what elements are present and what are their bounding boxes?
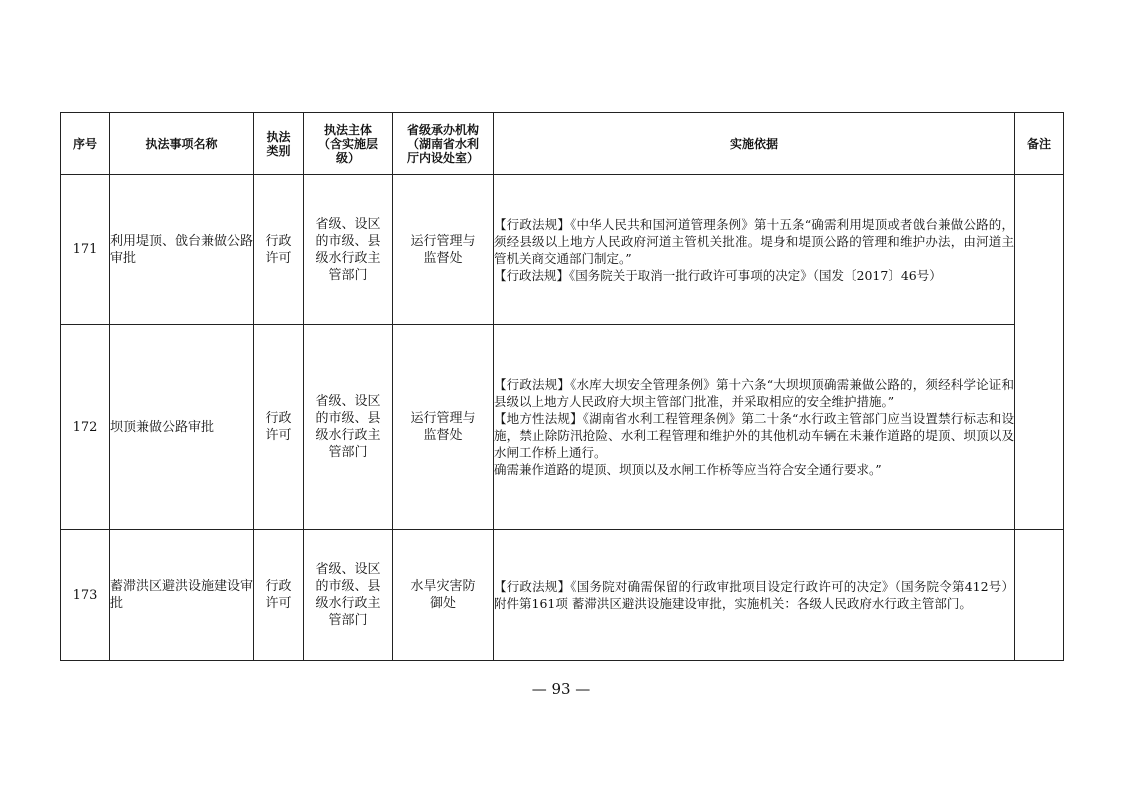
row-no: 173	[61, 530, 110, 661]
row-basis	[494, 530, 1015, 661]
row-remark	[1015, 175, 1064, 530]
basis-paragraph: 【行政法规】《水库大坝安全管理条例》第十六条“大坝坝顶确需兼做公路的，须经科学论证和县级以上地方人民政府大坝主管部门批准，并采取相应的安全维护措施。”	[494, 377, 1014, 409]
header-org: 省级承办机构 （湖南省水利 厅内设处室）	[393, 113, 494, 175]
row-name: 利用堤顶、戗台兼做公路审批	[110, 175, 254, 325]
basis-paragraph: 确需兼作道路的堤顶、坝顶以及水闸工作桥等应当符合安全通行要求。”	[494, 462, 882, 477]
row-name: 坝顶兼做公路审批	[110, 325, 254, 530]
row-basis	[494, 175, 1015, 325]
basis-paragraph: 【行政法规】《国务院对确需保留的行政审批项目设定行政许可的决定》（国务院令第412号）附件第161项 蓄滞洪区避洪设施建设审批，实施机关：各级人民政府水行政主管部门。	[494, 579, 1014, 611]
basis-paragraph: 【行政法规】《中华人民共和国河道管理条例》第十五条“确需利用堤顶或者戗台兼做公路的，须经县级以上地方人民政府河道主管机关批准。堤身和堤顶公路的管理和维护办法，由河道主管机关商交通部门制定。”	[494, 216, 1014, 266]
row-body: 省级、设区的市级、县级水行政主管部门	[304, 325, 393, 530]
row-basis	[494, 325, 1015, 530]
row-category: 行政许可	[254, 325, 304, 530]
row-no: 171	[61, 175, 110, 325]
header-body: 执法主体 （含实施层 级）	[304, 113, 393, 175]
row-remark	[1015, 530, 1064, 661]
table-row	[61, 530, 1064, 661]
page-number: — 93 —	[531, 680, 591, 698]
header-remark: 备注	[1015, 113, 1064, 175]
row-category: 行政许可	[254, 175, 304, 325]
row-body: 省级、设区的市级、县级水行政主管部门	[304, 530, 393, 661]
row-category: 行政许可	[254, 530, 304, 661]
header-category: 执法 类别	[254, 113, 304, 175]
row-name: 蓄滞洪区避洪设施建设审批	[110, 530, 254, 661]
header-no: 序号	[61, 113, 110, 175]
table-row	[61, 325, 1064, 530]
header-basis: 实施依据	[494, 113, 1015, 175]
row-org: 运行管理与监督处	[393, 175, 494, 325]
enforcement-items-table	[60, 112, 1064, 661]
basis-paragraph: 【地方性法规】《湖南省水利工程管理条例》第二十条“水行政主管部门应当设置禁行标志和设施，禁止除防汛抢险、水利工程管理和维护外的其他机动车辆在未兼作道路的堤顶、坝顶以及水闸工作桥上通行。	[494, 411, 1014, 460]
row-org: 运行管理与监督处	[393, 325, 494, 530]
header-name: 执法事项名称	[110, 113, 254, 175]
row-org: 水旱灾害防御处	[393, 530, 494, 661]
table-row	[61, 175, 1064, 325]
basis-paragraph: 【行政法规】《国务院关于取消一批行政许可事项的决定》（国发〔2017〕46号）	[494, 267, 942, 283]
row-body: 省级、设区的市级、县级水行政主管部门	[304, 175, 393, 325]
row-no: 172	[61, 325, 110, 530]
table-header-row	[61, 113, 1064, 175]
